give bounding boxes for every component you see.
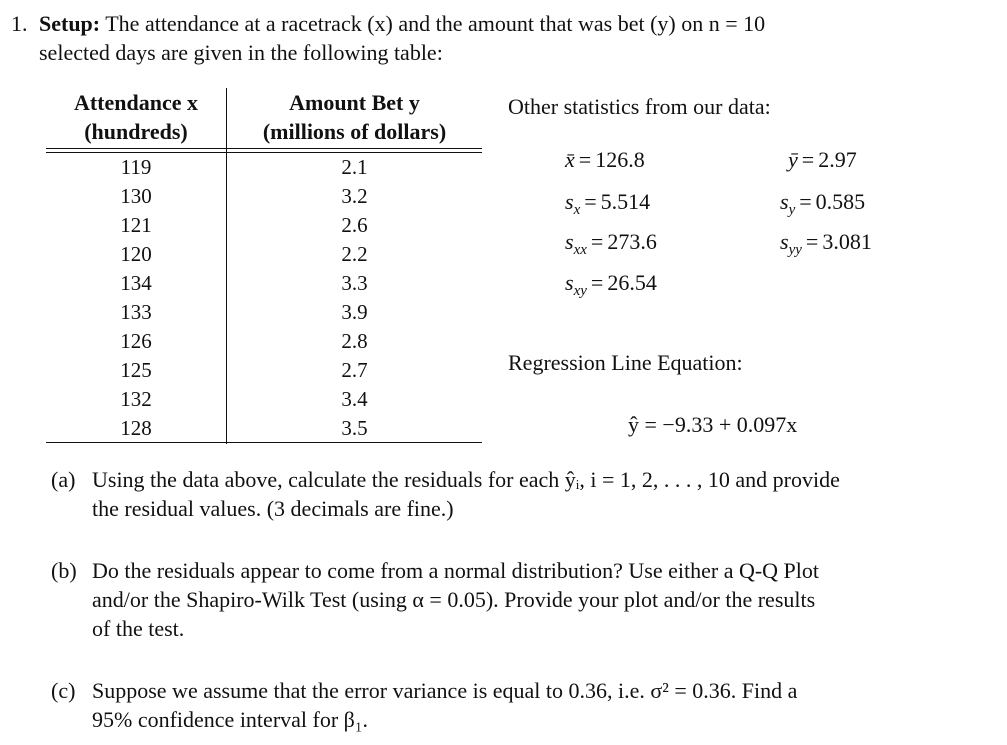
table-cell-y: 2.2 (341, 242, 368, 266)
part-b-line1: Do the residuals appear to come from a normal distribution? Use either a Q-Q Plot (92, 558, 820, 583)
table-cell-y: 3.3 (341, 271, 368, 295)
table-cell-y: 2.7 (341, 358, 368, 382)
setup-label: Setup: (39, 11, 101, 36)
table-cell-y: 2.1 (341, 155, 368, 179)
part-b-line2: and/or the Shapiro-Wilk Test (using α = 0.05). Provide your plot and/or the results (92, 587, 816, 612)
regression-equation: ŷ = −9.33 + 0.097x (628, 412, 798, 437)
stat-sxx-value: 273.6 (607, 229, 657, 254)
part-a-line1: Using the data above, calculate the residuals for each ŷᵢ, i = 1, 2, . . . , 10 and provide (92, 467, 840, 492)
stat-xbar-value: 126.8 (595, 147, 645, 172)
table-cell-y: 3.5 (341, 416, 368, 440)
part-a-label: (a) (51, 467, 76, 492)
table-cell-y: 2.6 (341, 213, 368, 237)
setup-text-line2: selected days are given in the following table: (39, 40, 443, 65)
stat-sxy-value: 26.54 (607, 270, 657, 295)
stat-sy: $s_y = 0.585$ (780, 189, 866, 218)
stat-sxx: $s_{xx} = 273.6$ (565, 229, 657, 258)
part-c-line2: 95% confidence interval for β₁. (92, 707, 369, 732)
stat-xbar: x̄ = 126.8 (565, 147, 645, 172)
table-cell-x: 119 (120, 155, 152, 179)
stat-sx-value: 5.514 (600, 189, 651, 214)
part-b-line3: of the test. (92, 616, 185, 641)
col2-header-line1: Amount Bet y (289, 90, 420, 115)
table-cell-x: 121 (120, 213, 152, 237)
table-cell-y: 2.8 (341, 329, 368, 353)
stat-sxy: $s_{xy} = 26.54$ (565, 270, 657, 299)
stat-syy: $s_{yy} = 3.081$ (780, 229, 872, 258)
col1-header-line2: (hundreds) (84, 119, 188, 144)
table-cell-x: 133 (120, 300, 152, 324)
stat-sy-value: 0.585 (815, 189, 866, 214)
table-cell-y: 3.4 (341, 387, 368, 411)
stats-heading: Other statistics from our data: (508, 94, 771, 119)
table-cell-x: 130 (120, 184, 152, 208)
table-cell-x: 125 (120, 358, 152, 382)
table-cell-y: 3.9 (341, 300, 368, 324)
table-cell-x: 128 (120, 416, 152, 440)
stat-syy-value: 3.081 (822, 229, 872, 254)
col1-header-line1: Attendance x (73, 90, 199, 115)
stat-ybar-value: 2.97 (818, 147, 857, 172)
part-b-label: (b) (51, 558, 77, 583)
part-c-line1: Suppose we assume that the error variance is equal to 0.36, i.e. σ² = 0.36. Find a (92, 678, 798, 703)
regression-heading: Regression Line Equation: (508, 350, 743, 375)
problem-number: 1. (11, 11, 28, 36)
setup-text-line1: The attendance at a racetrack (x) and the amount that was bet (y) on n = 10 (105, 11, 766, 36)
stat-sx: $s_x = 5.514$ (565, 189, 651, 218)
col2-header (227, 88, 482, 146)
part-c-label: (c) (51, 678, 76, 703)
header-rule-top (46, 148, 482, 149)
stat-ybar: ȳ = 2.97 (788, 147, 857, 172)
table-cell-x: 120 (120, 242, 152, 266)
col2-header-line2: (millions of dollars) (262, 119, 447, 144)
table-cell-x: 126 (120, 329, 152, 353)
table-cell-x: 132 (120, 387, 152, 411)
table-cell-y: 3.2 (341, 184, 368, 208)
part-a-line2: the residual values. (3 decimals are fine.) (92, 496, 454, 521)
table-cell-x: 134 (120, 271, 152, 295)
col1-header (46, 88, 226, 146)
setup-heading (39, 9, 765, 38)
data-table (46, 88, 482, 444)
